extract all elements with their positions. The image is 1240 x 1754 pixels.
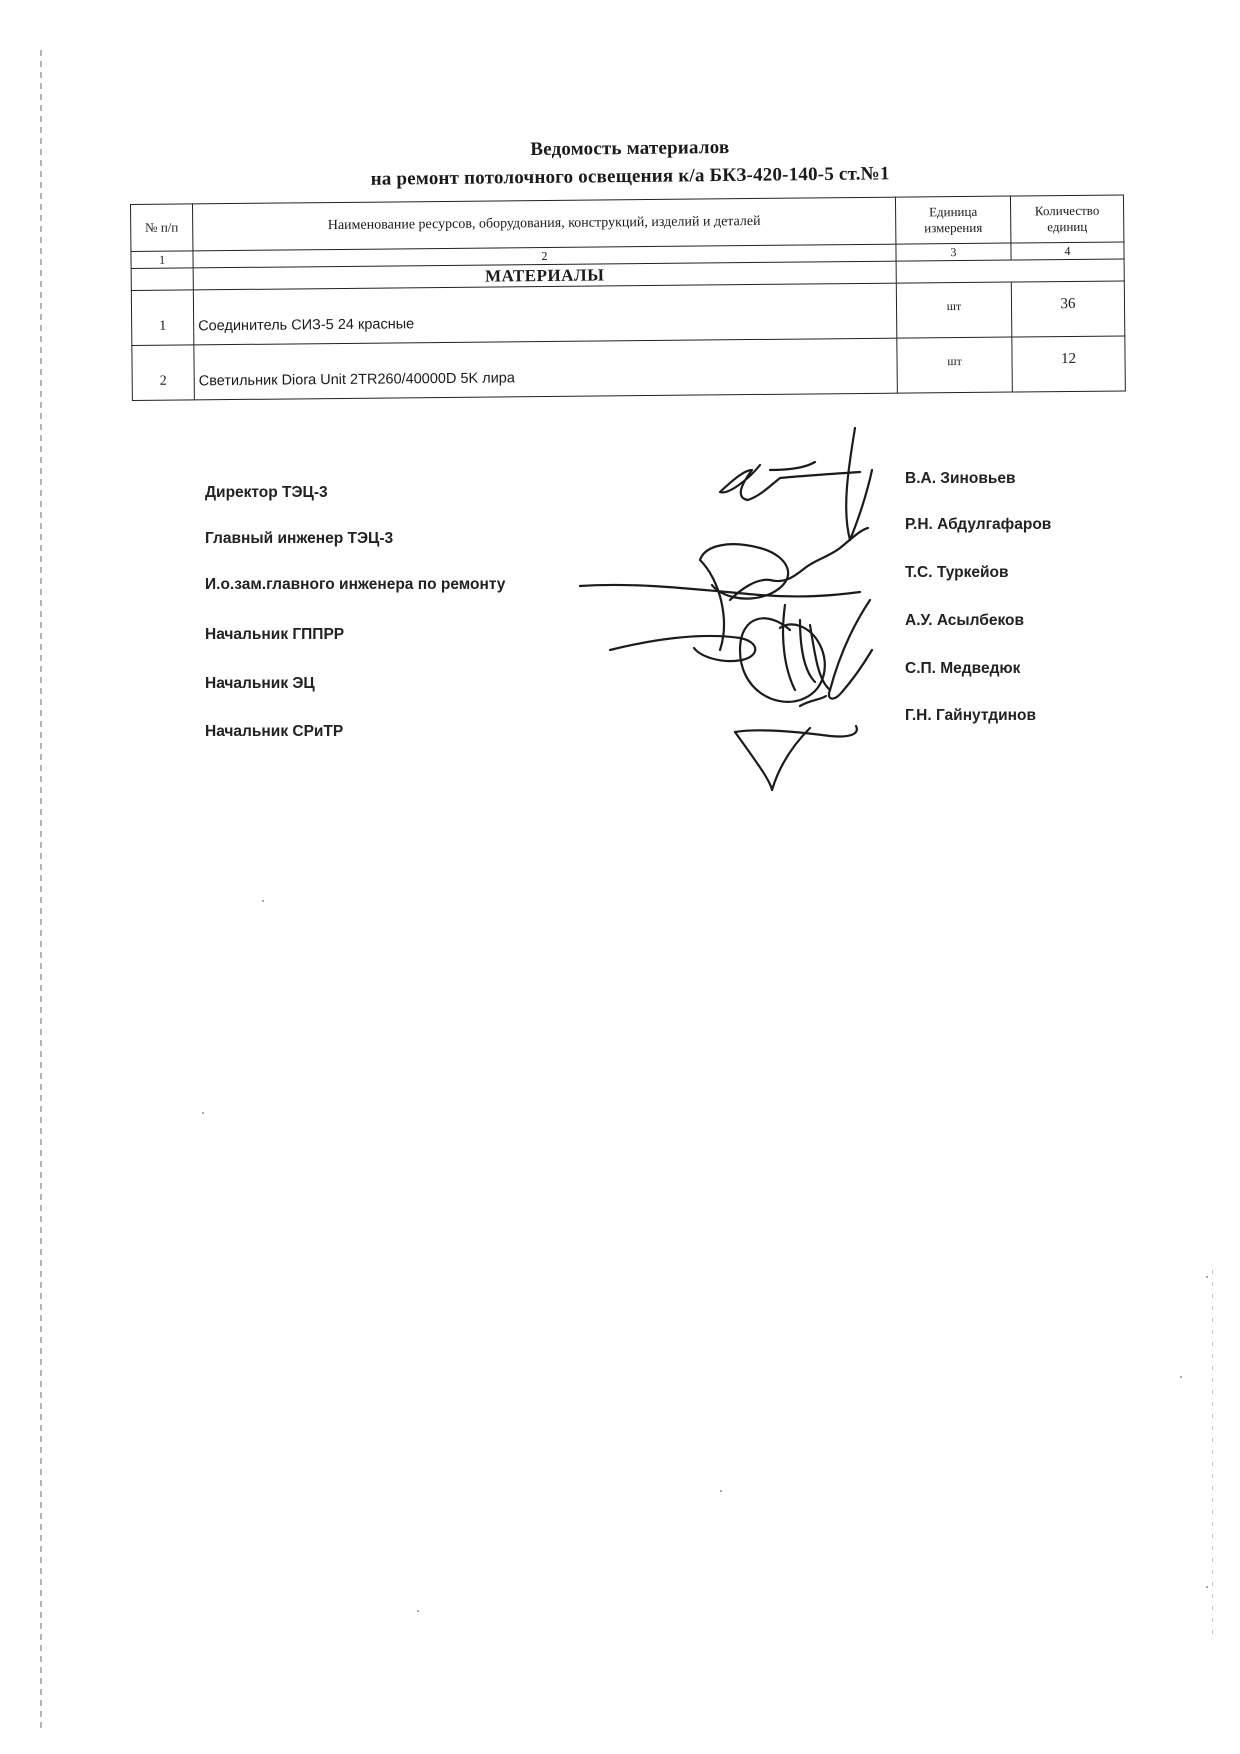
header-name: Наименование ресурсов, оборудования, конструкций, изделий и деталей bbox=[193, 197, 896, 251]
signer-position: Главный инженер ТЭЦ-3 bbox=[205, 530, 394, 547]
row-unit: шт bbox=[896, 282, 1012, 338]
scan-speck bbox=[1206, 1586, 1208, 1588]
column-index: 2 bbox=[193, 244, 896, 268]
scan-speck bbox=[1180, 1376, 1182, 1378]
section-empty-cell bbox=[896, 259, 1124, 283]
header-num: № п/п bbox=[131, 204, 193, 252]
signer-position: Начальник ГППРР bbox=[205, 626, 345, 643]
row-unit: шт bbox=[897, 337, 1013, 393]
title-line-2: на ремонт потолочного освещения к/а БКЗ-420-140-5 ст.№1 bbox=[370, 163, 890, 190]
scan-speck bbox=[417, 1610, 419, 1612]
table-row bbox=[132, 336, 1125, 401]
signer-name: Т.С. Туркейов bbox=[905, 564, 1009, 581]
scan-speck bbox=[720, 1490, 722, 1492]
title-line-1: Ведомость материалов bbox=[530, 136, 730, 161]
column-index: 4 bbox=[1011, 242, 1124, 260]
materials-table-wrapper bbox=[130, 194, 1125, 401]
scan-speck bbox=[262, 900, 264, 902]
header-unit: Единица измерения bbox=[895, 196, 1010, 244]
signer-name: Г.Н. Гайнутдинов bbox=[905, 707, 1036, 724]
table-row bbox=[131, 281, 1124, 346]
document-title bbox=[230, 131, 1031, 195]
row-name: Соединитель СИЗ-5 24 красные bbox=[193, 283, 896, 345]
column-index: 1 bbox=[131, 251, 193, 269]
row-num: 1 bbox=[131, 290, 194, 346]
signer-position: И.о.зам.главного инженера по ремонту bbox=[205, 576, 506, 593]
signer-name: Р.Н. Абдулгафаров bbox=[905, 516, 1052, 533]
signer-name: А.У. Асылбеков bbox=[905, 612, 1025, 629]
row-name: Светильник Diora Unit 2TR260/40000D 5K лира bbox=[194, 338, 897, 400]
materials-table bbox=[130, 194, 1126, 401]
row-qty: 36 bbox=[1011, 281, 1125, 337]
column-index: 3 bbox=[896, 243, 1011, 261]
row-num: 2 bbox=[132, 345, 195, 401]
signer-position: Начальник ЭЦ bbox=[205, 675, 315, 692]
scan-edge-mark bbox=[40, 50, 42, 1730]
signer-name: С.П. Медведюк bbox=[905, 660, 1021, 677]
signer-position: Начальник СРиТР bbox=[205, 723, 344, 740]
section-title: МАТЕРИАЛЫ bbox=[193, 261, 896, 290]
scan-edge-mark-right bbox=[1212, 1270, 1213, 1640]
signer-name: В.А. Зиновьев bbox=[905, 470, 1016, 487]
header-qty: Количество единиц bbox=[1010, 195, 1123, 243]
row-qty: 12 bbox=[1012, 336, 1126, 392]
section-empty-cell bbox=[131, 268, 193, 291]
scan-speck bbox=[202, 1112, 204, 1114]
scan-speck bbox=[1206, 1276, 1208, 1278]
signer-position: Директор ТЭЦ-3 bbox=[205, 484, 328, 501]
